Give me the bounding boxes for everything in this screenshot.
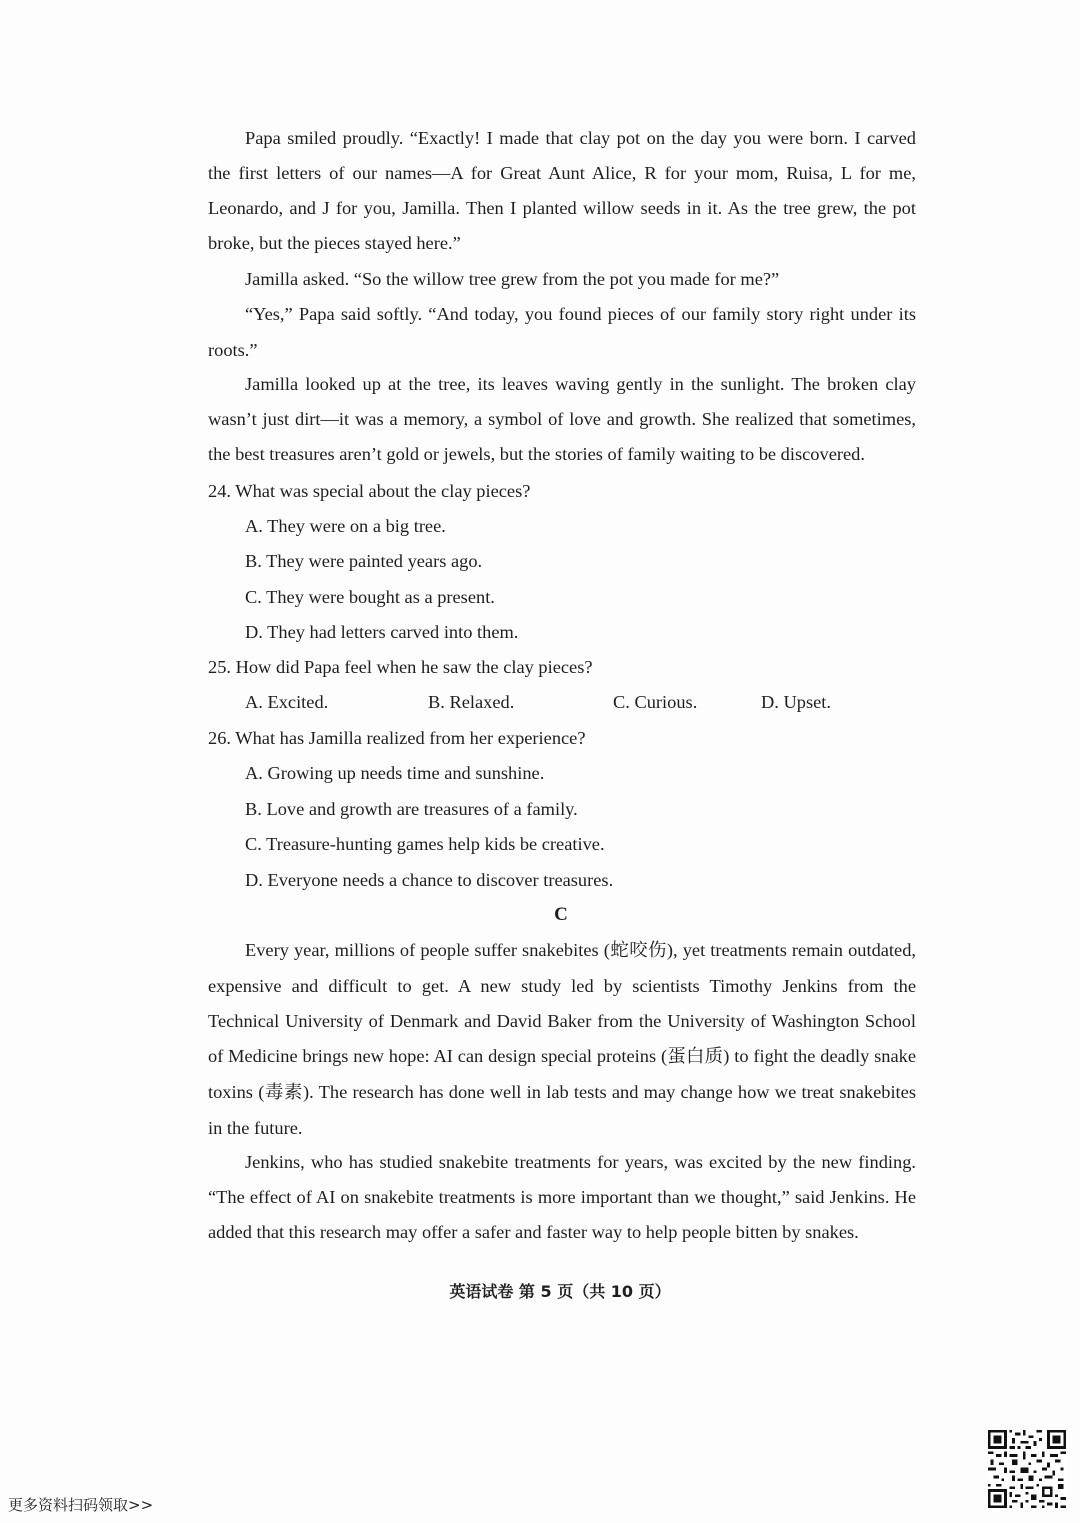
question-25-option-b[interactable]: B. Relaxed. [428,692,515,712]
passage-line: roots.” [208,340,258,360]
passage-line: Leonardo, and J for you, Jamilla. Then I planted willow seeds in it. As the tree grew, the pot [208,198,916,218]
passage-line: Every year, millions of people suffer snakebites (蛇咬伤), yet treatments remain outdated, [245,940,916,960]
passage-line: Jamilla looked up at the tree, its leaves waving gently in the sunlight. The broken clay [245,374,916,394]
question-24-option-a[interactable]: A. They were on a big tree. [245,516,446,536]
question-25-option-d[interactable]: D. Upset. [761,692,831,712]
question-26-option-a[interactable]: A. Growing up needs time and sunshine. [245,763,545,783]
passage-line: expensive and difficult to get. A new study led by scientists Timothy Jenkins from the [208,976,916,996]
passage-line: of Medicine brings new hope: AI can design special proteins (蛋白质) to fight the deadly snake [208,1046,916,1066]
passage-line: broke, but the pieces stayed here.” [208,233,461,253]
page-footer: 英语试卷 第 5 页（共 10 页） [449,1282,671,1301]
section-c-heading: C [554,904,568,925]
passage-line: Jenkins, who has studied snakebite treatments for years, was excited by the new finding. [245,1152,916,1172]
passage-line: “Yes,” Papa said softly. “And today, you found pieces of our family story right under its [245,304,916,324]
passage-line: the first letters of our names—A for Great Aunt Alice, R for your mom, Ruisa, L for me, [208,163,916,183]
passage-line: in the future. [208,1118,303,1138]
passage-line: Technical University of Denmark and David Baker from the University of Washington School [208,1011,916,1031]
question-26-option-d[interactable]: D. Everyone needs a chance to discover treasures. [245,870,614,890]
question-26-option-b[interactable]: B. Love and growth are treasures of a family. [245,799,578,819]
passage-line: Papa smiled proudly. “Exactly! I made that clay pot on the day you were born. I carved [245,128,916,148]
question-26-option-c[interactable]: C. Treasure-hunting games help kids be creative. [245,834,605,854]
passage-line: the best treasures aren’t gold or jewels, but the stories of family waiting to be discovered. [208,444,865,464]
passage-line: added that this research may offer a safer and faster way to help people bitten by snakes. [208,1222,859,1242]
scan-for-more-link[interactable]: 更多资料扫码领取>> [8,1496,154,1514]
passage-line: toxins (毒素). The research has done well in lab tests and may change how we treat snakebites [208,1082,916,1102]
passage-line: “The effect of AI on snakebite treatments is more important than we thought,” said Jenkins. He [208,1187,916,1207]
question-24-option-d[interactable]: D. They had letters carved into them. [245,622,519,642]
question-24-stem: 24. What was special about the clay pieces? [208,481,531,501]
question-25-stem: 25. How did Papa feel when he saw the clay pieces? [208,657,593,677]
question-24-option-c[interactable]: C. They were bought as a present. [245,587,495,607]
passage-line: wasn’t just dirt—it was a memory, a symbol of love and growth. She realized that sometimes, [208,409,916,429]
qr-code-icon[interactable] [988,1430,1066,1508]
question-24-option-b[interactable]: B. They were painted years ago. [245,551,483,571]
question-26-stem: 26. What has Jamilla realized from her experience? [208,728,586,748]
question-25-option-a[interactable]: A. Excited. [245,692,329,712]
question-25-option-c[interactable]: C. Curious. [613,692,698,712]
passage-line: Jamilla asked. “So the willow tree grew from the pot you made for me?” [245,269,780,289]
